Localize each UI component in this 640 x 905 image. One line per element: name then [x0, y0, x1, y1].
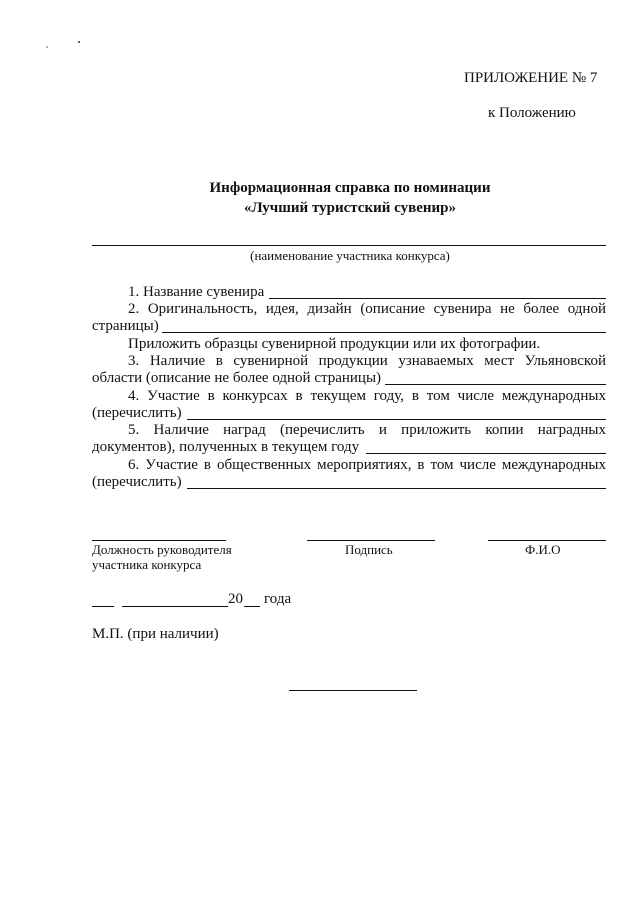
item-3-field[interactable]	[385, 384, 606, 385]
signature-caption: Подпись	[345, 542, 393, 557]
item-6-field[interactable]	[187, 488, 606, 489]
full-name-field[interactable]	[488, 540, 606, 541]
full-name-caption: Ф.И.О	[525, 542, 561, 557]
item-2-field[interactable]	[162, 332, 606, 333]
title-line-2: «Лучший туристский сувенир»	[243, 200, 456, 216]
item-4-field[interactable]	[187, 419, 606, 420]
date-year-field[interactable]	[244, 606, 260, 607]
item-4-line-1: 4. Участие в конкурсах в текущем году, в том числе международных	[128, 388, 606, 404]
date-day-field[interactable]	[92, 606, 114, 607]
item-1-label: 1. Название сувенира	[128, 284, 265, 300]
item-3-line-2: области (описание не более одной страницы)	[92, 370, 382, 386]
regulation-reference: к Положению	[488, 105, 576, 121]
position-caption-line-1: Должность руководителя	[92, 542, 232, 557]
position-field[interactable]	[92, 540, 226, 541]
item-5-line-2: документов), полученных в текущем году	[92, 439, 360, 455]
item-5-field[interactable]	[366, 453, 606, 454]
title-line-1: Информационная справка по номинации	[209, 180, 491, 196]
position-caption-line-2: участника конкурса	[92, 557, 202, 572]
item-2-line-2: страницы)	[92, 318, 159, 334]
item-6-line-2: (перечислить)	[92, 474, 182, 490]
item-5-line-1: 5. Наличие наград (перечислить и приложить копии наградных	[128, 422, 606, 438]
item-1-field[interactable]	[269, 298, 606, 299]
participant-caption: (наименование участника конкурса)	[250, 248, 450, 263]
item-3-line-1: 3. Наличие в сувенирной продукции узнаваемых мест Ульяновской	[128, 353, 606, 369]
date-year-word: года	[264, 591, 292, 607]
item-4-line-2: (перечислить)	[92, 405, 182, 421]
item-2-line-1: 2. Оригинальность, идея, дизайн (описание сувенира не более одной	[128, 301, 606, 317]
signature-field[interactable]	[307, 540, 435, 541]
scan-specks	[44, 38, 84, 50]
date-month-field[interactable]	[122, 606, 228, 607]
appendix-number: ПРИЛОЖЕНИЕ № 7	[464, 70, 598, 86]
item-6-line-1: 6. Участие в общественных мероприятиях, в том числе международных	[128, 457, 606, 473]
participant-name-field[interactable]	[92, 245, 606, 246]
stamp-note: М.П. (при наличии)	[92, 626, 219, 642]
bottom-line	[289, 690, 417, 691]
samples-note: Приложить образцы сувенирной продукции или их фотографии.	[128, 336, 541, 352]
date-year-prefix: 20	[228, 591, 243, 607]
